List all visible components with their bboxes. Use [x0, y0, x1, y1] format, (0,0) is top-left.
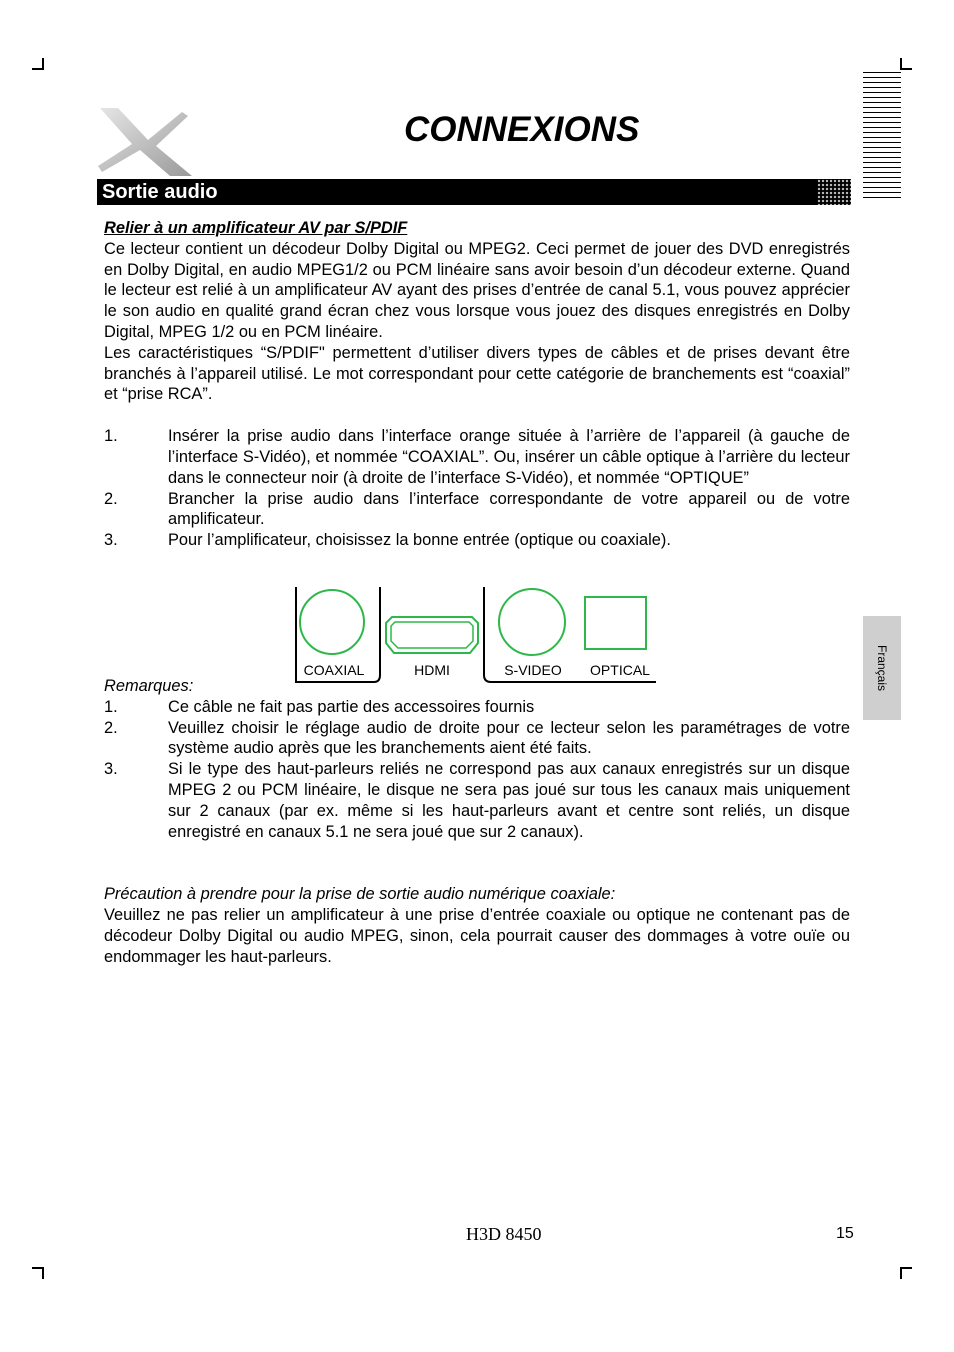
list-item: 2. Veuillez choisir le réglage audio de droite pour ce lecteur selon les paramétrages de votre système audio après que les branchements aient été faits. — [104, 718, 850, 758]
x-brand-logo — [96, 106, 196, 178]
list-item: 1. Insérer la prise audio dans l’interface orange située à l’arrière de l’appareil (à gauche de l’interface S-Vidéo), et nommée “COAXIAL”. Ou, insérer un câble optique à l’arrière du lecteur dans le connecteur noir (à droite de l’interface S-Vidéo), et nommée “OPTIQUE” — [104, 427, 850, 487]
hdmi-label: HDMI — [414, 662, 450, 678]
connector-panel-figure — [294, 585, 658, 685]
list-item: 2. Brancher la prise audio dans l’interface correspondante de votre appareil ou de votre amplificateur. — [104, 489, 850, 529]
steps-list — [104, 426, 850, 551]
list-item: 1. Ce câble ne fait pas partie des accessoires fournis — [104, 697, 535, 716]
paragraph-intro: Ce lecteur contient un décodeur Dolby Digital ou MPEG2. Ceci permet de jouer des DVD enregistrés en Dolby Digital, en audio MPEG1/2 ou PCM linéaire sans avoir besoin d’un décodeur externe. Quand le lecteur est relié à un amplificateur AV ayant des prises d’entrée de canal 5.1, vous pouvez apprécier le son audio en qualité grand écran chez vous lorsque vous jouez des disques enregistrés en Dolby Digital, MPEG 1/2 ou en PCM linéaire. — [104, 239, 850, 341]
page-number: 15 — [836, 1225, 854, 1242]
optical-label: OPTICAL — [590, 662, 650, 678]
svideo-label: S-VIDEO — [504, 662, 562, 678]
coaxial-connector-icon — [300, 590, 364, 654]
remarks-heading: Remarques: — [104, 676, 194, 695]
footer-model: H3D 8450 — [466, 1224, 542, 1244]
decorative-stripes — [863, 72, 901, 198]
list-item: 3. Pour l’amplificateur, choisissez la bonne entrée (optique ou coaxiale). — [104, 531, 671, 550]
optical-connector-icon — [585, 597, 646, 649]
coaxial-label: COAXIAL — [303, 662, 365, 678]
subsection-heading: Relier à un amplificateur AV par S/PDIF — [104, 219, 408, 237]
svideo-connector-icon — [499, 589, 565, 655]
page-title: CONNEXIONS — [404, 110, 640, 149]
language-tab — [863, 616, 901, 720]
section-title: Sortie audio — [102, 181, 218, 203]
caution-text: Veuillez ne pas relier un amplificateur à une prise d’entrée coaxiale ou optique ne contenant pas de décodeur Dolby Digital ou audio MPEG, sinon, cela pourrait causer des dommages à votre ouïe ou endommager les haut-parleurs. — [104, 906, 850, 966]
remarks-list — [104, 697, 850, 843]
caution-heading: Précaution à prendre pour la prise de sortie audio numérique coaxiale: — [104, 885, 616, 904]
paragraph-spdif: Les caractéristiques “S/PDIF" permettent d’utiliser divers types de câbles et de prises devant être branchés à l’appareil utilisé. Le mot correspondant pour cette catégorie de branchements est “coaxial” et “prise RCA”. — [104, 343, 850, 404]
section-bar — [97, 179, 851, 205]
section-bar-dots — [817, 179, 851, 205]
language-tab-label: Français — [875, 644, 889, 692]
list-item: 3. Si le type des haut-parleurs reliés ne correspond pas aux canaux enregistrés sur un disque MPEG 2 ou PCM linéaire, le disque ne sera pas joué sur tous les canaux mais uniquement sur 2 canaux (par ex. même si les haut-parleurs avant et centre sont reliés, un disque enregistré en canaux 5.1 ne sera joué que sur 2 canaux). — [104, 760, 850, 841]
